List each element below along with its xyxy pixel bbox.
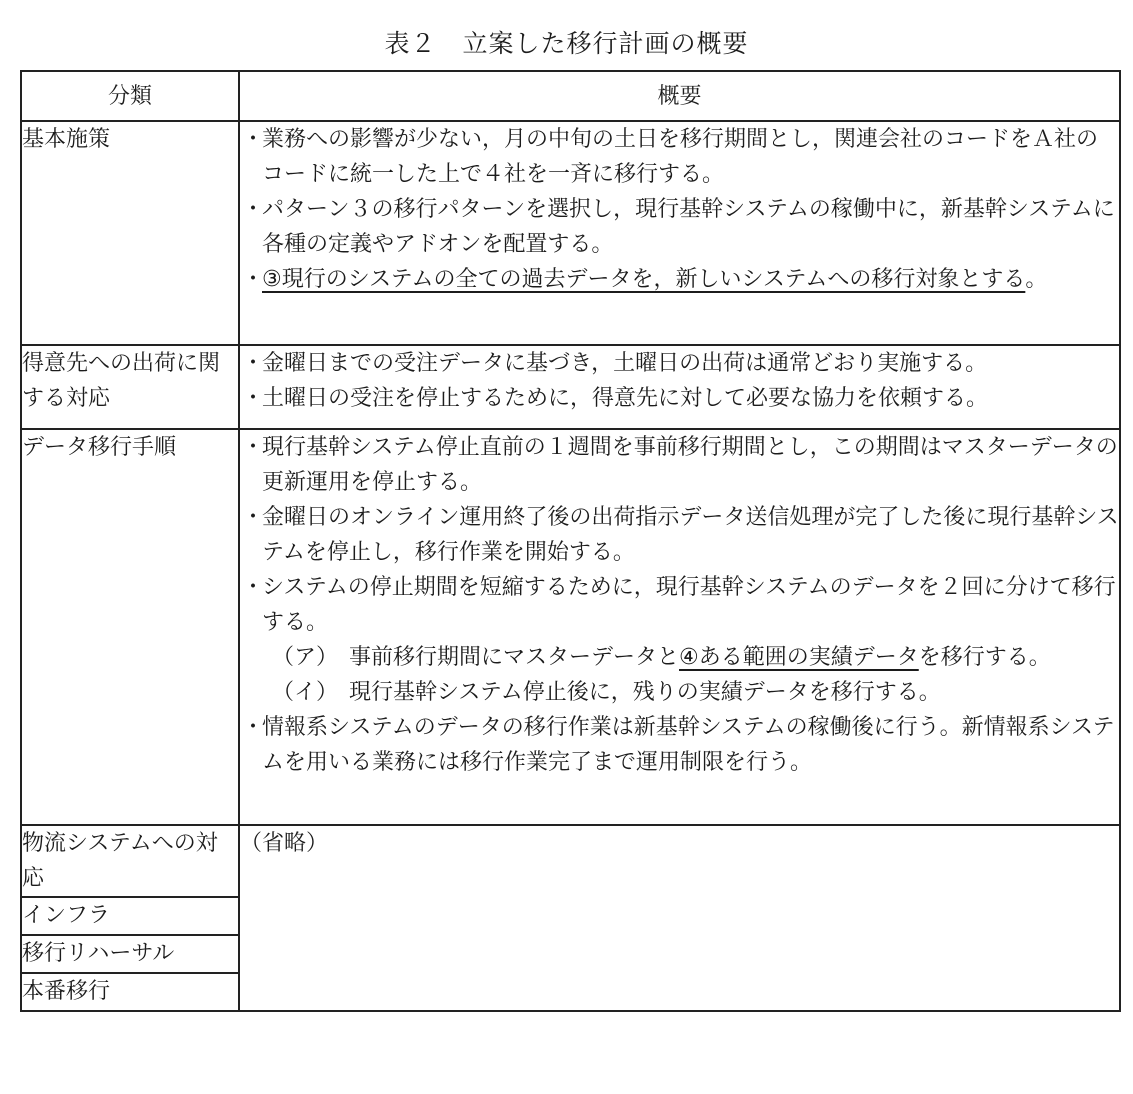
- category-cell: 本番移行: [21, 973, 239, 1011]
- table-title: 表２ 立案した移行計画の概要: [384, 29, 749, 58]
- list-item: ・ 情報系システムのデータの移行作業は新基幹システムの稼働後に行う。新情報系システムを用いる業務には移行作業完了まで運用制限を行う。: [242, 715, 1115, 775]
- list-item-underlined: ・ ③現行のシステムの全ての過去データを，新しいシステムへの移行対象とする。: [242, 267, 1048, 292]
- table-row: [21, 121, 1120, 345]
- underlined-text: ③現行のシステムの全ての過去データを，新しいシステムへの移行対象とする: [262, 267, 1026, 292]
- list-item: ・ 現行基幹システム停止直前の１週間を事前移行期間とし，この期間はマスターデータの更新運用を停止する。: [242, 435, 1118, 495]
- list-item: ・ 土曜日の受注を停止するために，得意先に対して必要な協力を依頼する。: [242, 386, 989, 411]
- list-item: ・ 業務への影響が少ない，月の中旬の土日を移行期間とし，関連会社のコードをＡ社のコードに統一した上で４社を一斉に移行する。: [242, 127, 1099, 187]
- header-summary: 概要: [239, 71, 1120, 121]
- migration-plan-table: [20, 70, 1121, 1012]
- list-item: ・ パターン３の移行パターンを選択し，現行基幹システムの稼働中に，新基幹システムに各種の定義やアドオンを配置する。: [242, 197, 1115, 257]
- category-cell: 移行リハーサル: [21, 935, 239, 973]
- category-cell: 得意先への出荷に関する対応: [21, 345, 239, 429]
- header-category: 分類: [21, 71, 239, 121]
- category-cell: 基本施策: [21, 121, 239, 345]
- summary-cell: [239, 121, 1120, 345]
- underlined-text: ④ある範囲の実績データ: [679, 645, 919, 670]
- table-row: [21, 825, 1120, 897]
- table-row: [21, 429, 1120, 825]
- sub-item-a: （ア） 事前移行期間にマスターデータと④ある範囲の実績データを移行する。: [272, 645, 1051, 670]
- summary-cell: [239, 345, 1120, 429]
- list-item: ・ 金曜日のオンライン運用終了後の出荷指示データ送信処理が完了した後に現行基幹システムを停止し，移行作業を開始する。: [242, 505, 1119, 565]
- omitted-cell: （省略）: [239, 825, 1120, 1011]
- category-cell: インフラ: [21, 897, 239, 935]
- list-item: ・ 金曜日までの受注データに基づき，土曜日の出荷は通常どおり実施する。: [242, 351, 988, 376]
- table-row: [21, 345, 1120, 429]
- sub-item-i: （イ） 現行基幹システム停止後に，残りの実績データを移行する。: [272, 680, 941, 705]
- table-header-row: [21, 71, 1120, 121]
- category-cell: データ移行手順: [21, 429, 239, 825]
- summary-cell: [239, 429, 1120, 825]
- category-cell: 物流システムへの対応: [21, 825, 239, 897]
- list-item: ・ システムの停止期間を短縮するために，現行基幹システムのデータを２回に分けて移行する。: [242, 575, 1116, 635]
